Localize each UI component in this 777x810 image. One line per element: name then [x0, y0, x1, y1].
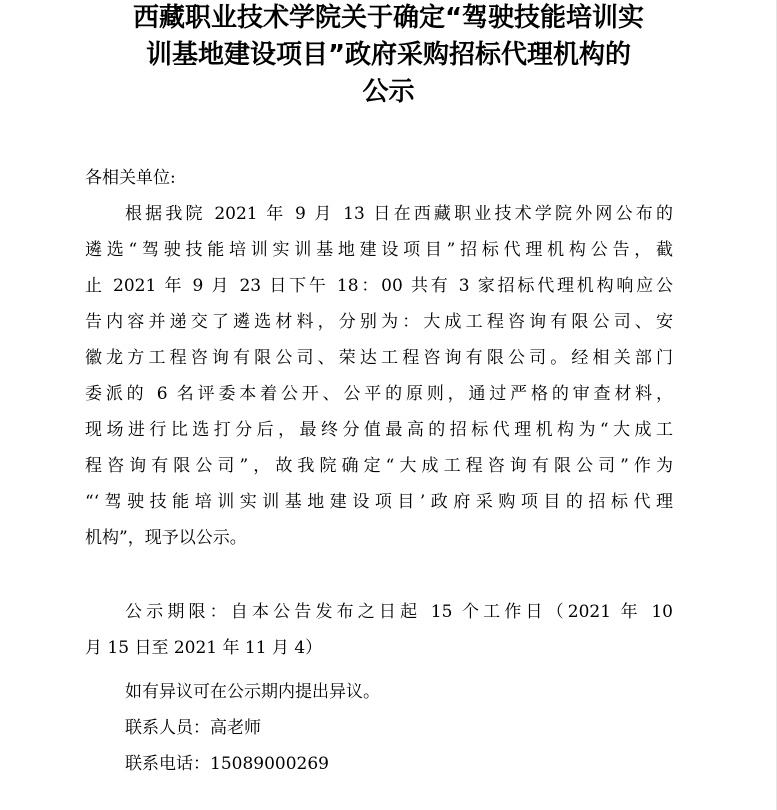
- publicity-period: [85, 594, 673, 666]
- paragraph-line: 委派的 6 名评委本着公开、公平的原则，通过严格的审查材料，: [85, 384, 673, 404]
- document-title: [0, 0, 777, 111]
- contact-phone: 联系电话：15089000269: [125, 754, 329, 774]
- paragraph-line: 遴选“驾驶技能培训实训基地建设项目”招标代理机构公告，截: [85, 240, 673, 260]
- title-line: 公示: [362, 77, 415, 107]
- paragraph-line: 现场进行比选打分后，最终分值最高的招标代理机构为“大成工: [85, 420, 673, 440]
- title-line: 训基地建设项目”政府采购招标代理机构的: [145, 40, 632, 70]
- salutation: 各相关单位:: [85, 168, 176, 188]
- paragraph-line: 徽龙方工程咨询有限公司、荣达工程咨询有限公司。经相关部门: [85, 348, 673, 368]
- title-line: 西藏职业技术学院关于确定“驾驶技能培训实: [132, 3, 645, 33]
- paragraph-line: 机构”，现予以公示。: [85, 528, 247, 548]
- paragraph-line: 止 2021 年 9 月 23 日下午 18：00 共有 3 家招标代理机构响应公: [85, 276, 673, 296]
- paragraph-line: 程咨询有限公司”，故我院确定“大成工程咨询有限公司”作为: [85, 456, 673, 476]
- main-paragraph: [85, 196, 673, 556]
- document-body: [85, 160, 673, 782]
- paragraph-line: 根据我院 2021 年 9 月 13 日在西藏职业技术学院外网公布的: [125, 204, 673, 224]
- objection-note: 如有异议可在公示期内提出异议。: [125, 682, 380, 702]
- paragraph-line: 告内容并递交了遴选材料，分别为：大成工程咨询有限公司、安: [85, 312, 673, 332]
- period-line: 月 15 日至 2021 年 11 月 4）: [85, 638, 323, 658]
- paragraph-line: “‘驾驶技能培训实训基地建设项目’政府采购项目的招标代理: [85, 492, 673, 512]
- contact-person: 联系人员：高老师: [125, 718, 261, 738]
- period-line: 公示期限：自本公告发布之日起 15 个工作日（2021 年 10: [125, 602, 673, 622]
